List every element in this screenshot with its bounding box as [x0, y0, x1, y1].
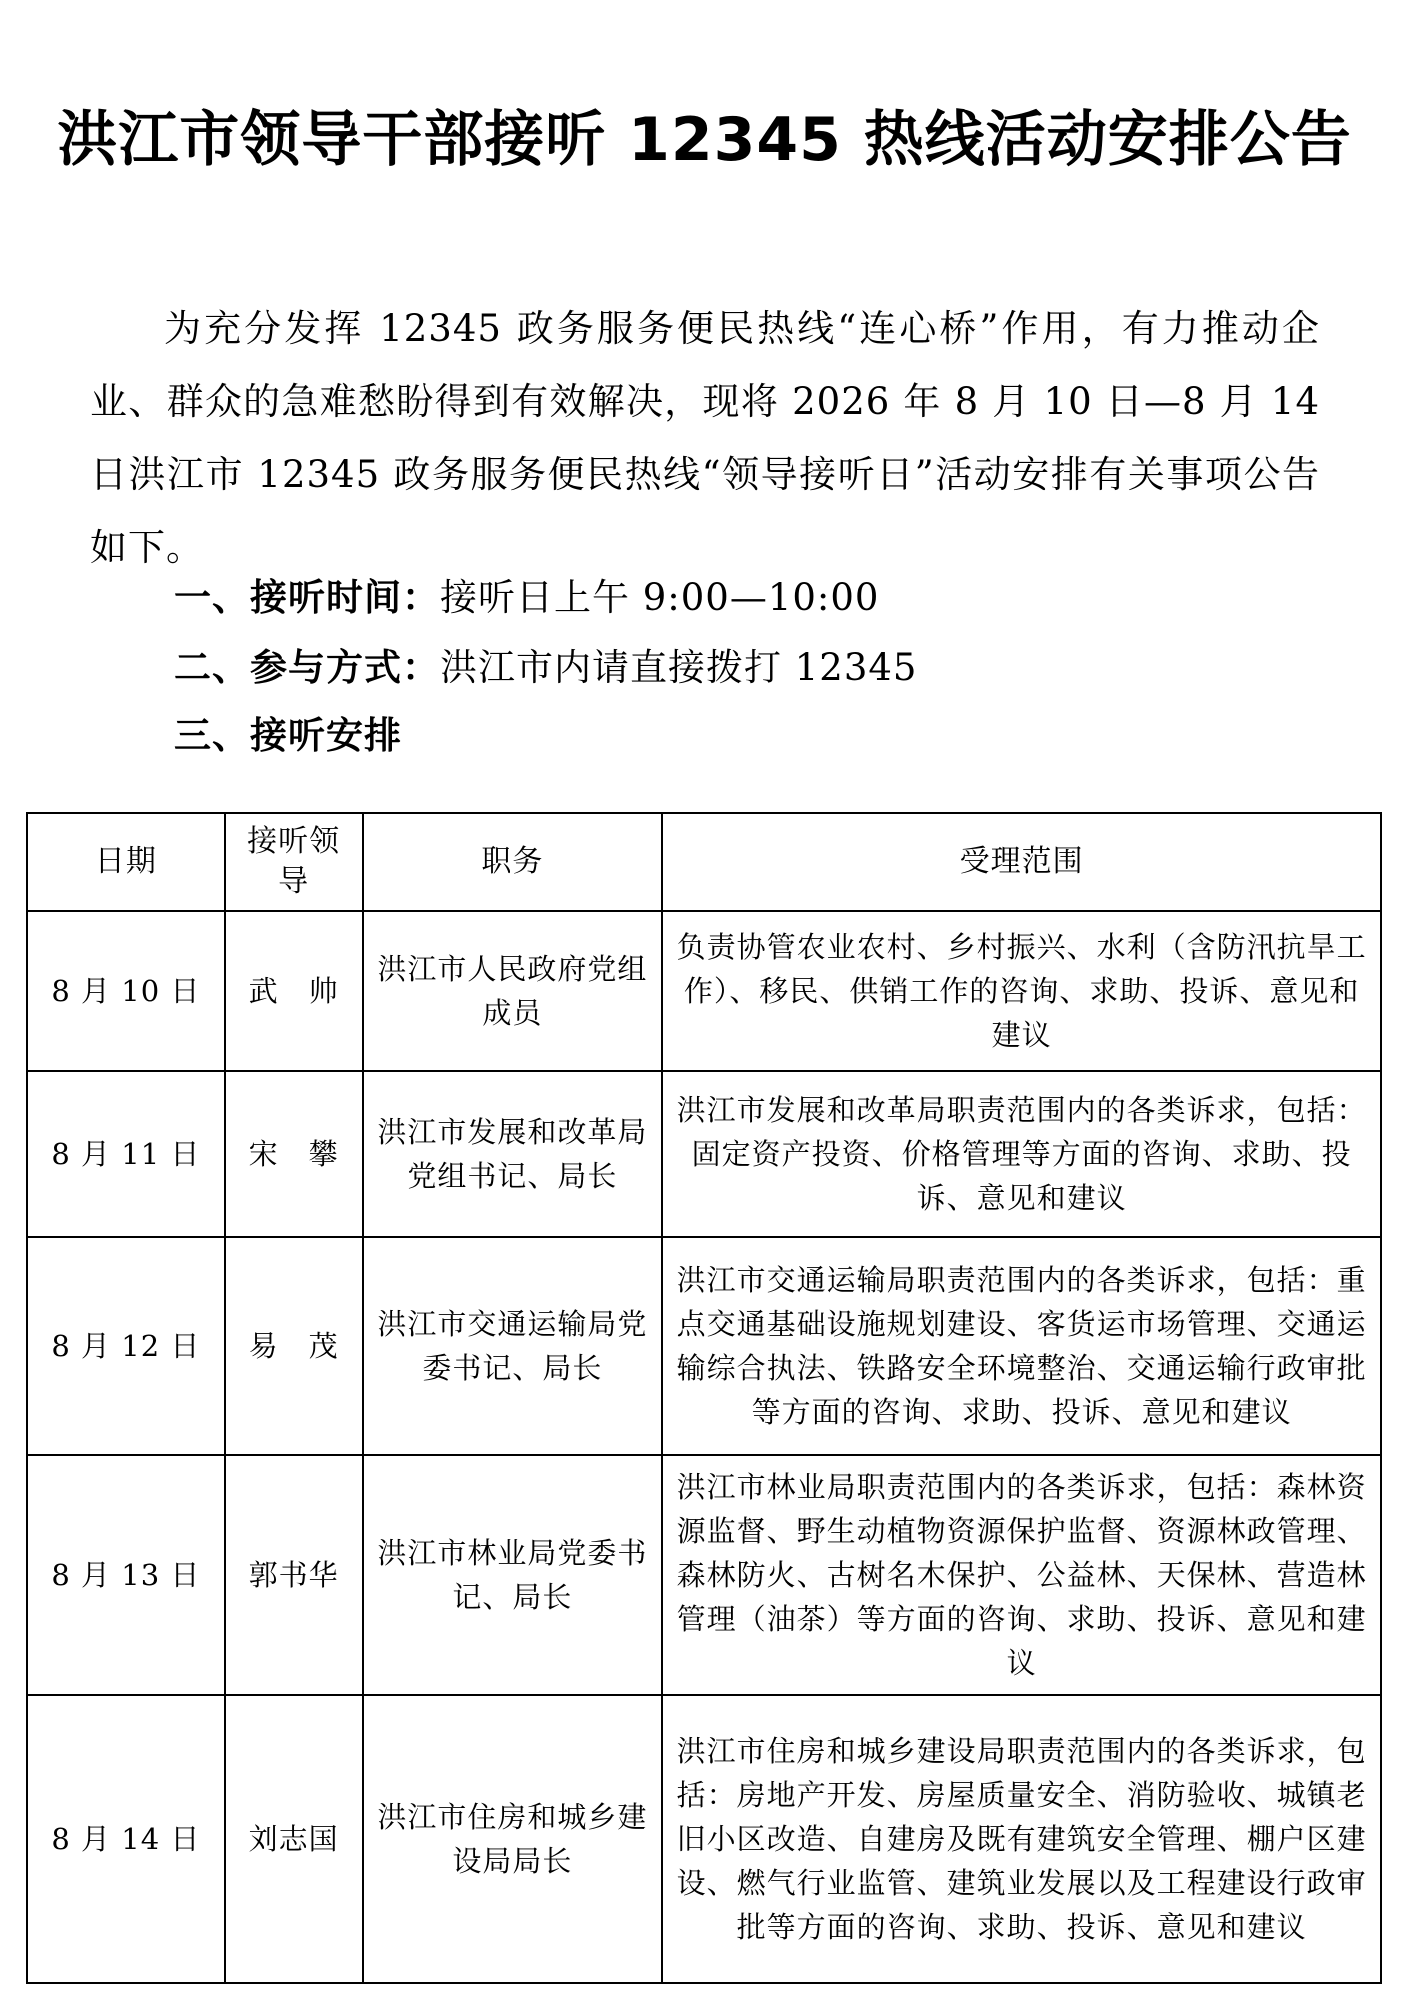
cell-position: 洪江市交通运输局党委书记、局长 — [363, 1237, 663, 1455]
table-header-row — [27, 813, 1381, 911]
header-position: 职务 — [363, 813, 663, 911]
section-label: 二、参与方式： — [174, 646, 440, 689]
section-text: 接听日上午 9:00—10:00 — [440, 576, 880, 619]
table-row — [27, 1695, 1381, 1983]
cell-position: 洪江市人民政府党组成员 — [363, 911, 663, 1071]
cell-leader: 宋 攀 — [225, 1071, 363, 1237]
cell-scope: 洪江市住房和城乡建设局职责范围内的各类诉求，包括：房地产开发、房屋质量安全、消防验收、城镇老旧小区改造、自建房及既有建筑安全管理、棚户区建设、燃气行业监管、建筑业发展以及工程建设行政审批等方面的咨询、求助、投诉、意见和建议 — [662, 1695, 1381, 1983]
table-row — [27, 911, 1381, 1071]
section-label: 三、接听安排 — [174, 714, 402, 757]
cell-date: 8 月 10 日 — [27, 911, 225, 1071]
cell-leader: 刘志国 — [225, 1695, 363, 1983]
cell-scope: 洪江市交通运输局职责范围内的各类诉求，包括：重点交通基础设施规划建设、客货运市场管理、交通运输综合执法、铁路安全环境整治、交通运输行政审批等方面的咨询、求助、投诉、意见和建议 — [662, 1237, 1381, 1455]
cell-position: 洪江市住房和城乡建设局局长 — [363, 1695, 663, 1983]
cell-scope: 洪江市林业局职责范围内的各类诉求，包括：森林资源监督、野生动植物资源保护监督、资源林政管理、森林防火、古树名木保护、公益林、天保林、营造林管理（油茶）等方面的咨询、求助、投诉、意见和建议 — [662, 1455, 1381, 1695]
intro-paragraph: 为充分发挥 12345 政务服务便民热线“连心桥”作用，有力推动企业、群众的急难愁盼得到有效解决，现将 2026 年 8 月 10 日—8 月 14 日洪江市 12345 政务服务便民热线“领导接听日”活动安排有关事项公告如下。 — [90, 307, 1320, 569]
cell-leader: 武 帅 — [225, 911, 363, 1071]
section-participation — [174, 638, 917, 698]
cell-leader: 易 茂 — [225, 1237, 363, 1455]
table-row — [27, 1237, 1381, 1455]
section-listening-time — [174, 568, 879, 628]
section-label: 一、接听时间： — [174, 576, 440, 619]
table-row — [27, 1071, 1381, 1237]
header-date: 日期 — [27, 813, 225, 911]
header-scope: 受理范围 — [662, 813, 1381, 911]
cell-date: 8 月 12 日 — [27, 1237, 225, 1455]
cell-leader: 郭书华 — [225, 1455, 363, 1695]
section-arrangement — [174, 706, 402, 766]
cell-date: 8 月 14 日 — [27, 1695, 225, 1983]
header-leader: 接听领导 — [225, 813, 363, 911]
section-text: 洪江市内请直接拨打 12345 — [440, 646, 918, 689]
cell-position: 洪江市林业局党委书记、局长 — [363, 1455, 663, 1695]
cell-scope: 洪江市发展和改革局职责范围内的各类诉求，包括：固定资产投资、价格管理等方面的咨询、求助、投诉、意见和建议 — [662, 1071, 1381, 1237]
cell-date: 8 月 11 日 — [27, 1071, 225, 1237]
schedule-table — [26, 812, 1382, 1984]
page-title: 洪江市领导干部接听 12345 热线活动安排公告 — [57, 105, 1352, 175]
cell-scope: 负责协管农业农村、乡村振兴、水利（含防汛抗旱工作）、移民、供销工作的咨询、求助、投诉、意见和建议 — [662, 911, 1381, 1071]
cell-date: 8 月 13 日 — [27, 1455, 225, 1695]
cell-position: 洪江市发展和改革局党组书记、局长 — [363, 1071, 663, 1237]
table-row — [27, 1455, 1381, 1695]
